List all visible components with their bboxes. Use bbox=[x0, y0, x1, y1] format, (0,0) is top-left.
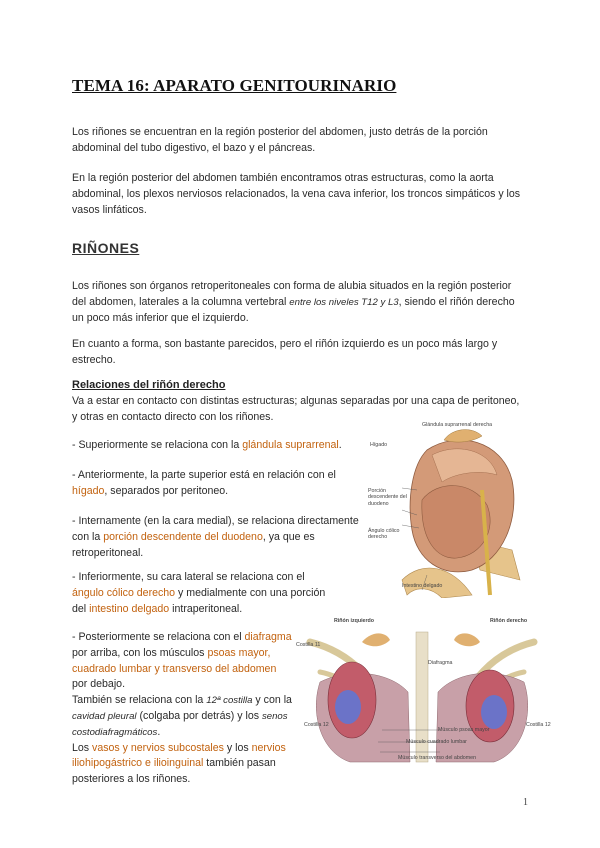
label-cuadrado: Músculo cuadrado lumbar bbox=[406, 739, 467, 745]
figure-right-kidney-relations bbox=[362, 420, 532, 598]
relation-posterior: - Posteriormente se relaciona con el diafragma por arriba, con los músculos psoas mayor, cuadrado lumbar y transverso del abdomen por debajo. También se relaciona con la 12ª costilla y con la cavidad pleural (colgaba por detrás) y los senos costodiafragmáticos. Los vasos y nervios subcostales y los nervios iliohipogástrico e ilioinguinal también pasan posteriores a los riñones. bbox=[72, 631, 292, 786]
page-title: TEMA 16: APARATO GENITOURINARIO bbox=[72, 76, 397, 95]
posterior-kidneys-illustration bbox=[290, 612, 554, 770]
highlight-diafragma: diafragma bbox=[244, 631, 292, 643]
highlight-intestino: intestino delgado bbox=[89, 602, 170, 615]
label-suprarrenal: Glándula suprarrenal derecha bbox=[422, 422, 493, 428]
relation-inferior: - Inferiormente, su cara lateral se relaciona con el ángulo cólico derecho y medialmente con una porción del intestino delgado intraperitoneal. bbox=[72, 571, 326, 615]
label-psoas: Músculo psoas mayor bbox=[438, 727, 490, 733]
label-rinon-derecho: Riñón derecho bbox=[490, 618, 528, 624]
figure-posterior-relations bbox=[290, 612, 554, 770]
relation-anterior: - Anteriormente, la parte superior está en relación con el hígado, separados por peritoneo. bbox=[72, 469, 336, 497]
highlight-duodeno: porción descendente del duodeno bbox=[103, 530, 263, 543]
label-higado: Hígado bbox=[370, 442, 388, 448]
highlight-subcostales: vasos y nervios subcostales bbox=[92, 741, 224, 754]
label-costilla-11: Costilla 11 bbox=[296, 642, 321, 648]
page-number: 1 bbox=[523, 797, 528, 808]
highlight-suprarrenal: glándula suprarrenal bbox=[242, 439, 339, 451]
label-angulo: Ángulo cólico derecho bbox=[368, 528, 400, 541]
label-rinon-izquierdo: Riñón izquierdo bbox=[334, 618, 375, 624]
highlight-angulo: ángulo cólico derecho bbox=[72, 586, 176, 599]
label-costilla-12-right: Costilla 12 bbox=[526, 722, 551, 728]
vertebral-levels: entre los niveles T12 y L3 bbox=[289, 296, 399, 308]
highlight-higado: hígado bbox=[72, 484, 105, 497]
relation-superior: - Superiormente se relaciona con la glándula suprarrenal. bbox=[72, 439, 342, 451]
section-heading: RIÑONES bbox=[72, 240, 140, 256]
intro-paragraph-1: Los riñones se encuentran en la región posterior del abdomen, justo detrás de la porción abdominal del tubo digestivo, el bazo y el páncreas. bbox=[72, 126, 488, 154]
section-paragraph-1: Los riñones son órganos retroperitoneales con forma de alubia situados en la región posterior del abdomen, laterales a la columna vertebral entre los niveles T12 y L3, siendo el riñón derecho un poco más inferior que el izquierdo. bbox=[72, 280, 515, 324]
highlight-iliohipogastrico: nervios iliohipogástrico e ilioinguinal bbox=[72, 741, 286, 770]
relations-heading: Relaciones del riñón derecho bbox=[72, 379, 226, 391]
label-intestino: Intestino delgado bbox=[402, 583, 443, 589]
relation-internal: - Internamente (en la cara medial), se relaciona directamente con la porción descendente del duodeno, ya que es retroperitoneal. bbox=[72, 515, 359, 559]
section-paragraph-2: En cuanto a forma, son bastante parecidos, pero el riñón izquierdo es un poco más largo y estrecho. bbox=[72, 338, 498, 366]
label-duodeno: Porción descendente del duodeno bbox=[368, 488, 407, 507]
label-transverso: Músculo transverso del abdomen bbox=[398, 755, 477, 761]
highlight-musculos: psoas mayor, cuadrado lumbar y transverso del abdomen bbox=[72, 646, 277, 675]
kidney-illustration bbox=[362, 420, 532, 598]
relations-intro: Va a estar en contacto con distintas estructuras; algunas separadas por una capa de peritoneo, y otras en contacto directo con los riñones. bbox=[72, 395, 520, 423]
label-costilla-12-left: Costilla 12 bbox=[304, 722, 329, 728]
intro-paragraph-2: En la región posterior del abdomen también encontramos otras estructuras, como la aorta abdominal, los plexos nerviosos relacionados, la vena cava inferior, los troncos simpáticos y los vasos linfáticos. bbox=[72, 172, 521, 216]
label-diafragma: Diafragma bbox=[428, 660, 453, 666]
